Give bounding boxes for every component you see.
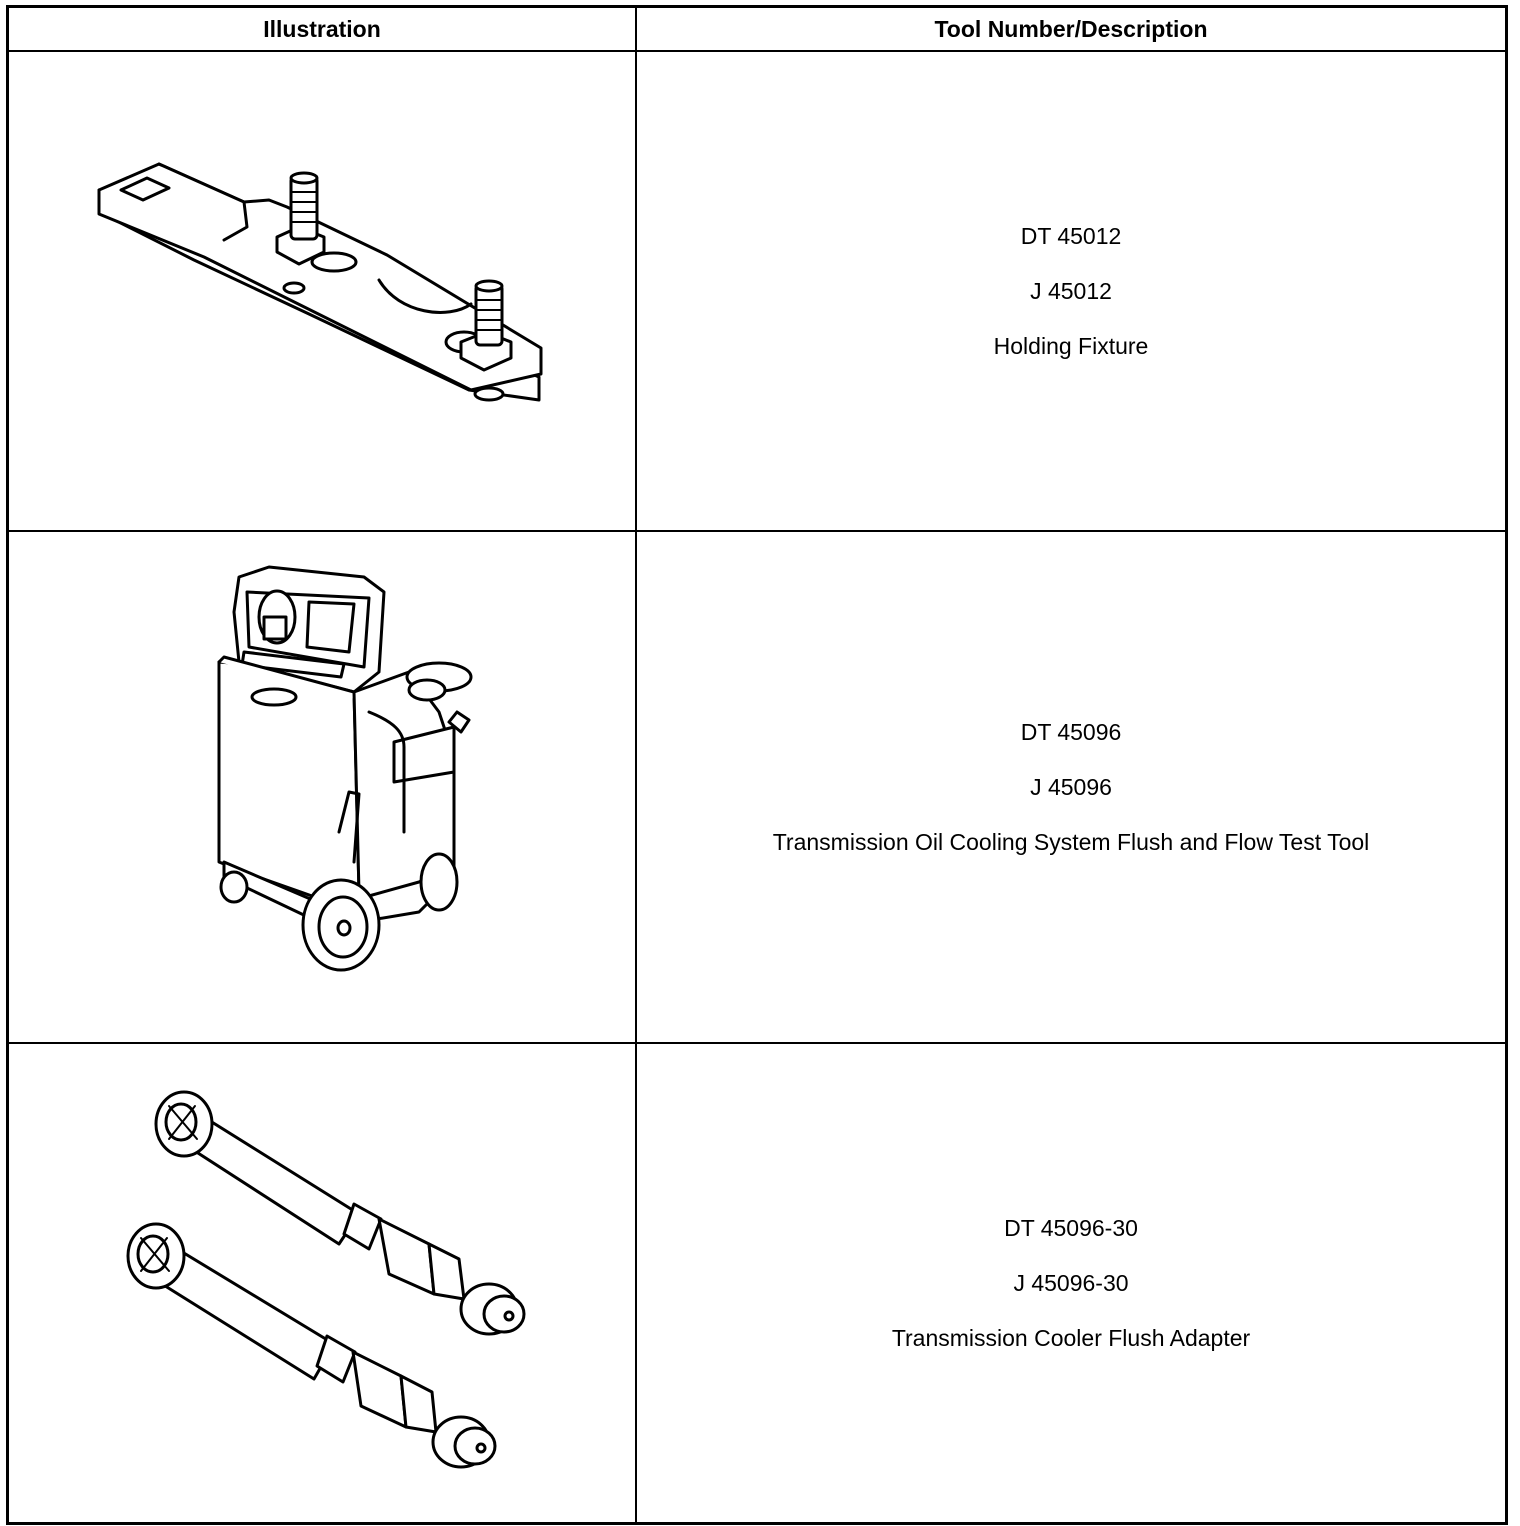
table-row [8,51,1507,531]
header-tool-number: Tool Number/Description [636,7,1507,52]
tool-description: Transmission Cooler Flush Adapter [891,1324,1251,1351]
j-number: J 45012 [1030,277,1112,304]
illustration-cell [8,51,637,531]
header-illustration: Illustration [8,7,637,52]
illustration-cell [8,531,637,1043]
table-row [8,531,1507,1043]
tool-description: Holding Fixture [993,332,1149,359]
holding-fixture-icon [9,52,635,530]
tool-description-cell [636,1043,1507,1524]
table-row [8,1043,1507,1524]
flush-cart-icon [9,532,635,1042]
dt-number: DT 45096 [1020,718,1122,745]
j-number: J 45096-30 [1013,1269,1129,1296]
j-number: J 45096 [1030,773,1112,800]
tool-description: Transmission Oil Cooling System Flush and Flow Test Tool [772,828,1370,855]
special-tools-table [6,5,1508,1525]
dt-number: DT 45096-30 [1004,1214,1138,1241]
header-row [8,7,1507,52]
dt-number: DT 45012 [1020,222,1122,249]
tool-description-cell [636,51,1507,531]
flush-adapter-icon [9,1044,635,1522]
tool-description-cell [636,531,1507,1043]
illustration-cell [8,1043,637,1524]
